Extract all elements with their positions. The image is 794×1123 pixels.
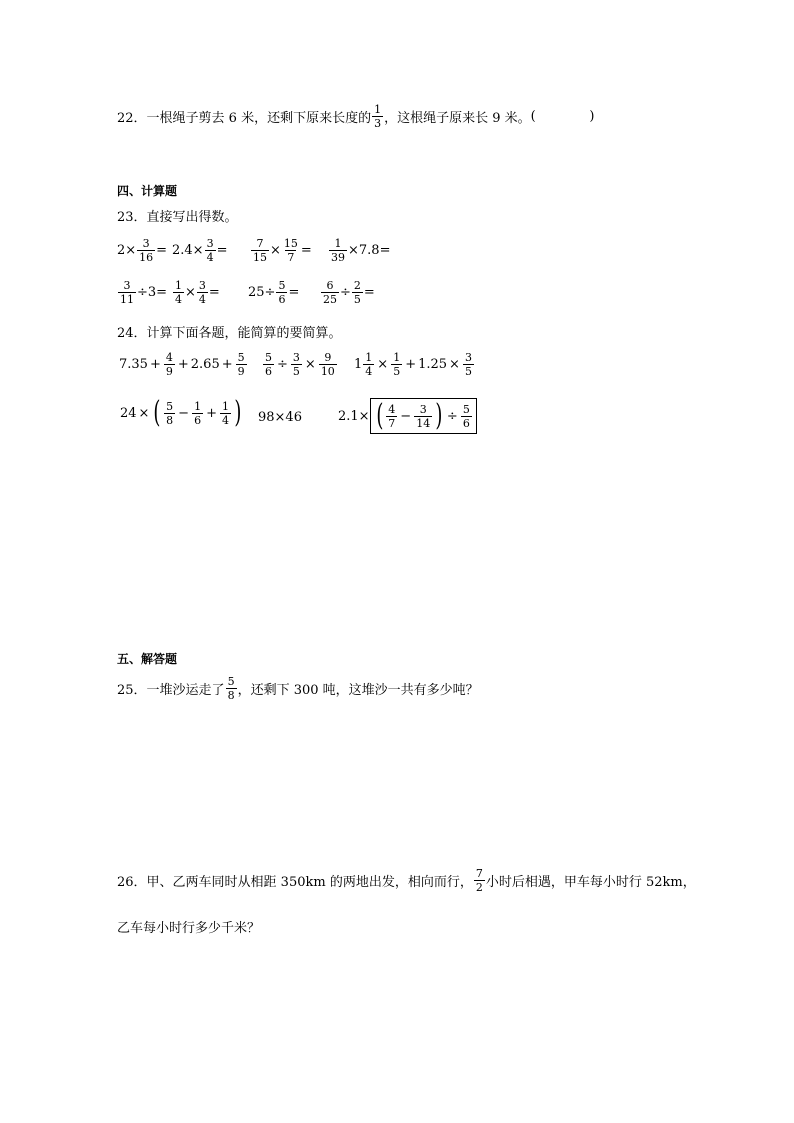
- fraction: $\frac{7}{2}$: [475, 867, 483, 894]
- question-25: [117, 676, 479, 701]
- fraction: $\frac{3}{5}$: [464, 351, 472, 378]
- question-number: 25．: [117, 683, 147, 698]
- fraction: $\frac{3}{4}$: [206, 237, 214, 264]
- question-26-line-2: 乙车每小时行多少千米？: [117, 921, 261, 936]
- question-number: 23．: [117, 210, 147, 225]
- question-text: 直接写出得数。: [146, 210, 238, 225]
- square-bracket: ( $\frac{4}{7}$ − $\frac{3}{14}$ ) ÷ $\frac{5}{6}$: [370, 398, 477, 434]
- left-paren: (: [153, 395, 161, 430]
- question-24: [117, 322, 342, 341]
- fraction: $\frac{1}{6}$: [194, 399, 202, 427]
- fraction: $\frac{4}{9}$: [165, 351, 173, 378]
- calc-expression-6: 2.1× ( $\frac{4}{7}$ − $\frac{3}{14}$ ) ÷ $\frac{5}{6}$: [338, 398, 477, 434]
- oral-item: 2.4× $\frac{3}{4}$ =: [172, 237, 228, 264]
- fraction: $\frac{3}{5}$: [292, 351, 300, 378]
- calc-expression-3: 1 $\frac{1}{4}$ × $\frac{1}{5}$ + 1.25 × $\frac{3}{5}$: [354, 351, 472, 378]
- right-paren: ): [234, 395, 242, 430]
- oral-item: $\frac{3}{11}$ ÷3=: [120, 279, 168, 306]
- calc-expression-4: 24 × ( $\frac{5}{8}$ − $\frac{1}{6}$ + $\frac{1}{4}$ ): [120, 395, 242, 430]
- question-text: 一根绳子剪去 6 米，还剩下原来长度的: [146, 111, 372, 126]
- fraction: $\frac{9}{10}$: [320, 351, 335, 378]
- question-text: 甲、乙两车同时从相距 350km 的两地出发，相向而行，: [146, 875, 473, 890]
- answer-blank[interactable]: ( ): [530, 109, 595, 124]
- oral-item: 2× $\frac{3}{16}$ =: [117, 237, 168, 264]
- fraction: $\frac{1}{4}$: [365, 351, 373, 378]
- question-23: [117, 206, 238, 225]
- question-text: 小时后相遇，甲车每小时行 52km，: [485, 875, 696, 890]
- oral-item: $\frac{6}{25}$ ÷ $\frac{2}{5}$ =: [323, 279, 375, 306]
- fraction: $\frac{5}{8}$: [166, 399, 174, 427]
- calc-expression-5: 98×46: [258, 410, 302, 425]
- oral-item: $\frac{7}{15}$ × $\frac{15}{7}$ =: [253, 237, 312, 264]
- calc-expression-1: 7.35 + $\frac{4}{9}$ + 2.65 + $\frac{5}{9}$: [119, 351, 245, 378]
- question-text: 一堆沙运走了: [146, 683, 225, 698]
- fraction: $\frac{5}{6}$: [462, 402, 470, 430]
- fraction: $\frac{6}{25}$: [323, 279, 337, 306]
- fraction: $\frac{5}{8}$: [227, 675, 235, 702]
- fraction: $\frac{7}{15}$: [253, 237, 267, 264]
- fraction: $\frac{3}{16}$: [139, 237, 154, 264]
- question-text: ，还剩下 300 吨，这堆沙一共有多少吨？: [237, 683, 479, 698]
- fraction: $\frac{1}{39}$: [331, 237, 345, 264]
- fraction: $\frac{4}{7}$: [388, 402, 396, 430]
- question-text: 计算下面各题，能简算的要简算。: [146, 326, 342, 341]
- fraction: $\frac{15}{7}$: [283, 237, 298, 264]
- question-number: 22．: [117, 111, 147, 126]
- fraction: $\frac{3}{11}$: [120, 279, 134, 306]
- fraction: $\frac{5}{6}$: [265, 351, 272, 378]
- oral-item: $\frac{1}{4}$ × $\frac{3}{4}$ =: [175, 279, 220, 306]
- question-number: 26．: [117, 875, 147, 890]
- question-26: [117, 868, 696, 893]
- question-22: [117, 104, 595, 129]
- fraction: $\frac{3}{4}$: [198, 279, 206, 306]
- fraction: $\frac{1}{4}$: [221, 399, 229, 427]
- fraction: $\frac{5}{9}$: [237, 351, 245, 378]
- section-title-4: 四、计算题: [117, 184, 178, 198]
- oral-item: 25÷ $\frac{5}{6}$ =: [248, 279, 300, 306]
- oral-item: $\frac{1}{39}$ ×7.8=: [331, 237, 391, 264]
- fraction: $\frac{2}{5}$: [353, 279, 361, 306]
- question-number: 24．: [117, 326, 147, 341]
- calc-expression-2: $\frac{5}{6}$ ÷ $\frac{3}{5}$ × $\frac{9}{10}$: [265, 351, 335, 378]
- left-paren: (: [375, 398, 383, 433]
- fraction: $\frac{3}{14}$: [416, 402, 431, 430]
- right-paren: ): [435, 398, 443, 433]
- fraction: $\frac{1}{3}$: [374, 103, 382, 130]
- fraction: $\frac{1}{5}$: [393, 351, 401, 378]
- fraction: $\frac{1}{4}$: [175, 279, 182, 306]
- fraction: $\frac{5}{6}$: [278, 279, 286, 306]
- section-title-5: 五、解答题: [117, 652, 178, 666]
- question-text: ，这根绳子原来长 9 米。: [384, 111, 531, 126]
